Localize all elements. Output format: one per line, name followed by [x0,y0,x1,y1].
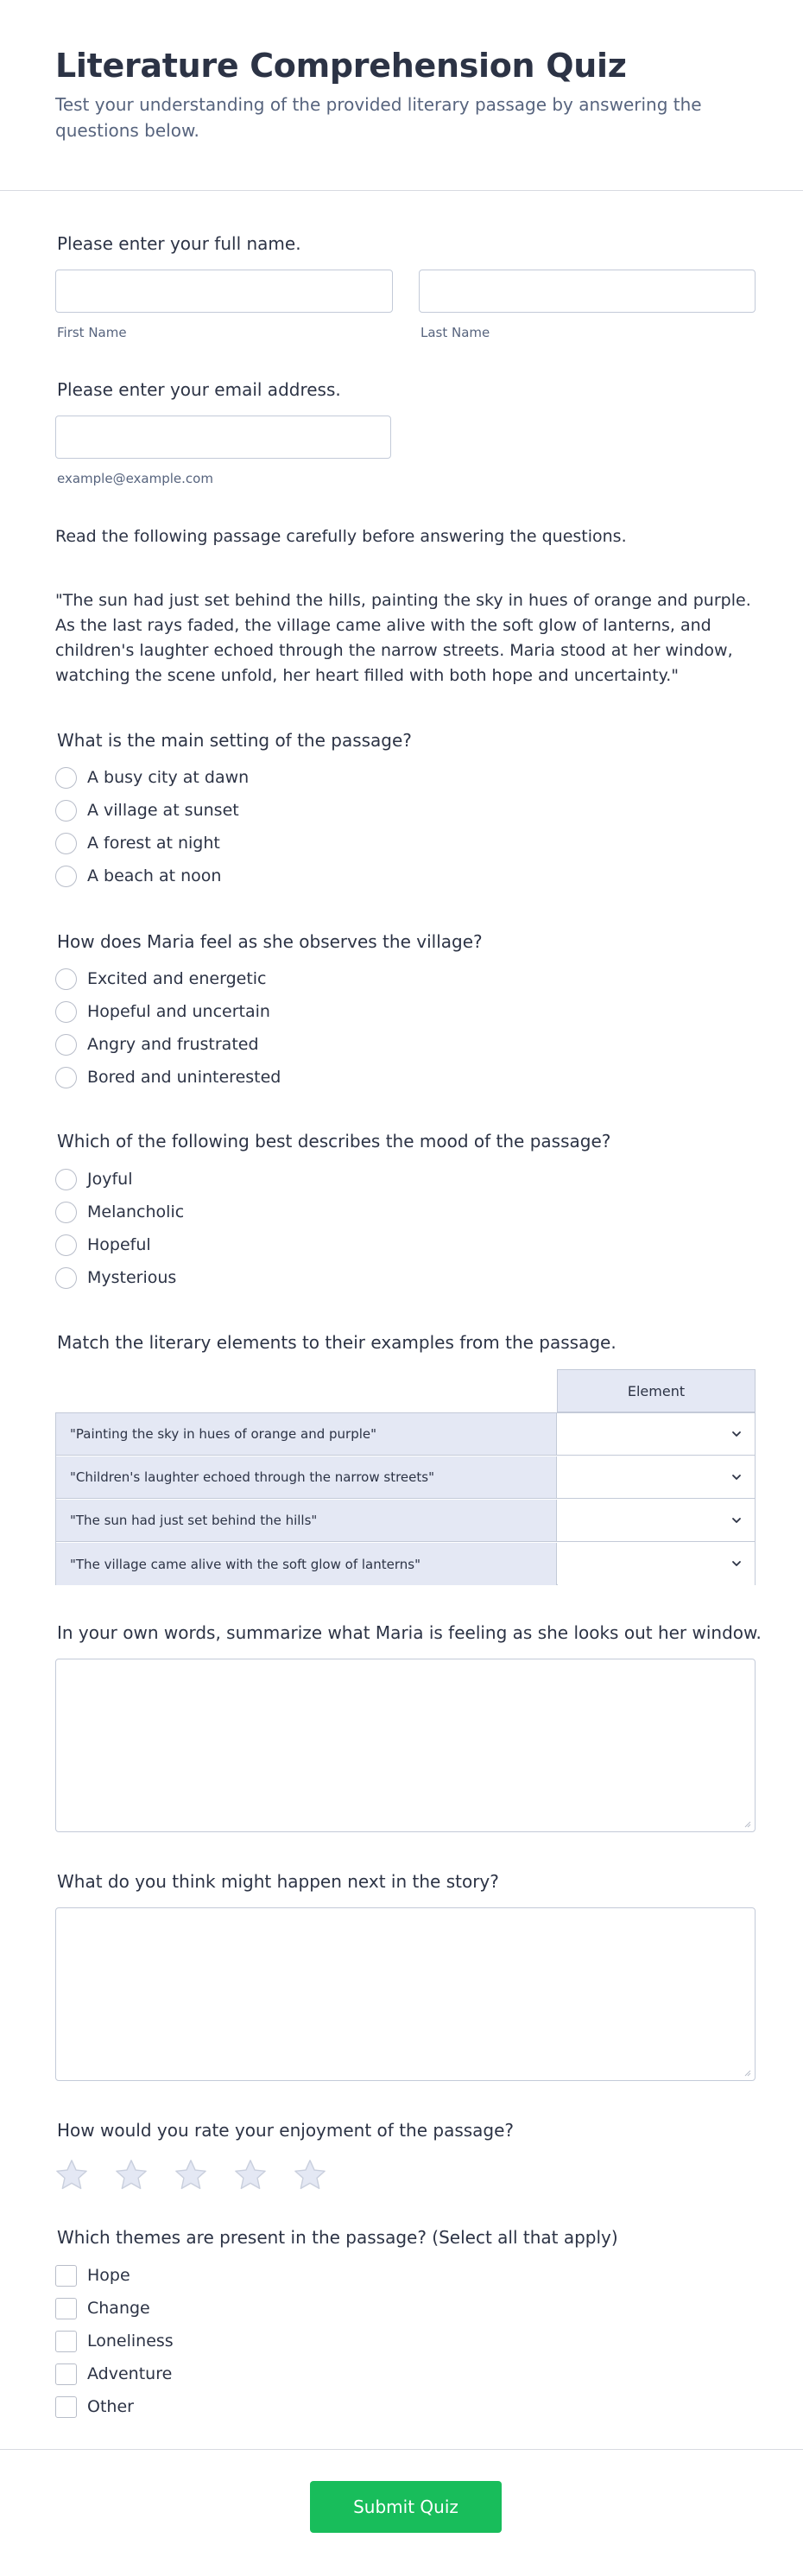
option-label: Hopeful [87,1235,151,1254]
star-icon[interactable] [232,2157,269,2193]
chevron-down-icon [730,1471,743,1483]
resize-grip-icon[interactable] [743,1819,751,1828]
chevron-down-icon [730,1514,743,1526]
radio-button[interactable] [55,1067,77,1088]
name-label: Please enter your full name. [57,233,301,254]
radio-button[interactable] [55,968,77,990]
checkbox[interactable] [55,2298,77,2319]
q5-label: In your own words, summarize what Maria is feeling as she looks out her window. [57,1622,762,1643]
q8-label: Which themes are present in the passage? (Select all that apply) [57,2227,618,2248]
form-header [0,0,803,191]
q1-label: What is the main setting of the passage? [57,730,412,751]
q2-option[interactable] [55,1031,259,1057]
radio-button[interactable] [55,1202,77,1223]
option-label: Loneliness [87,2332,174,2351]
matrix-dropdown[interactable] [558,1500,755,1541]
radio-button[interactable] [55,800,77,822]
radio-button[interactable] [55,833,77,854]
last-name-sublabel: Last Name [420,325,490,340]
option-label: Other [87,2397,134,2416]
q6-label: What do you think might happen next in the story? [57,1871,499,1892]
radio-button[interactable] [55,1234,77,1256]
checkbox[interactable] [55,2363,77,2385]
email-sublabel: example@example.com [57,471,213,486]
passage-text: "The sun had just set behind the hills, painting the sky in hues of orange and purple. As the last rays faded, the village came alive with the soft glow of lanterns, and children's laughter echoed through the narrow streets. Maria stood at her window, watching the scene unfold, her heart filled with both hope and uncertainty." [55,591,751,685]
matrix-table [55,1412,756,1585]
radio-button[interactable] [55,767,77,789]
radio-button[interactable] [55,866,77,887]
q1-option[interactable] [55,765,249,790]
first-name-sublabel: First Name [57,325,127,340]
matrix-column-header: Element [557,1369,756,1412]
option-label: A village at sunset [87,801,239,820]
q4-label: Match the literary elements to their examples from the passage. [57,1332,616,1353]
first-name-input[interactable] [55,270,393,313]
email-input[interactable] [55,416,391,459]
option-label: A forest at night [87,834,220,853]
radio-button[interactable] [55,1001,77,1023]
radio-button[interactable] [55,1267,77,1289]
submit-button[interactable]: Submit Quiz [310,2481,502,2533]
q1-option[interactable] [55,830,220,856]
star-icon[interactable] [54,2157,90,2193]
q2-option[interactable] [55,966,267,992]
q3-option[interactable] [55,1265,176,1291]
option-label: Excited and energetic [87,969,267,988]
radio-button[interactable] [55,1034,77,1056]
resize-grip-icon[interactable] [743,2068,751,2077]
chevron-down-icon [730,1428,743,1440]
matrix-row [56,1413,755,1456]
option-label: Hope [87,2266,130,2285]
star-icon[interactable] [173,2157,209,2193]
matrix-dropdown[interactable] [558,1543,755,1585]
q8-option[interactable] [55,2394,134,2420]
star-icon[interactable] [113,2157,149,2193]
option-label: Bored and uninterested [87,1068,281,1087]
matrix-row [56,1456,755,1499]
email-label: Please enter your email address. [57,379,341,400]
matrix-row-label: "The sun had just set behind the hills" [56,1500,557,1541]
q2-option[interactable] [55,999,270,1025]
radio-button[interactable] [55,1169,77,1190]
prediction-textarea[interactable] [55,1907,756,2081]
option-label: Adventure [87,2364,173,2383]
q1-option[interactable] [55,863,221,889]
q2-label: How does Maria feel as she observes the village? [57,931,483,952]
page-title: Literature Comprehension Quiz [55,47,627,85]
q8-option[interactable] [55,2328,174,2354]
option-label: Change [87,2299,150,2318]
last-name-input[interactable] [419,270,756,313]
instructions-text: Read the following passage carefully before answering the questions. [55,527,627,546]
q3-option[interactable] [55,1232,151,1258]
matrix-row [56,1543,755,1585]
checkbox[interactable] [55,2265,77,2287]
matrix-row-label: "The village came alive with the soft glow of lanterns" [56,1543,557,1585]
matrix-dropdown[interactable] [558,1413,755,1455]
option-label: A beach at noon [87,866,222,885]
q8-option[interactable] [55,2361,172,2387]
option-label: Mysterious [87,1268,177,1287]
option-label: Joyful [87,1170,133,1189]
option-label: A busy city at dawn [87,768,250,787]
matrix-row [56,1500,755,1542]
checkbox[interactable] [55,2331,77,2352]
option-label: Angry and frustrated [87,1035,259,1054]
q1-option[interactable] [55,797,239,823]
chevron-down-icon [730,1558,743,1570]
q3-option[interactable] [55,1166,132,1192]
q8-option[interactable] [55,2295,150,2321]
q3-option[interactable] [55,1199,184,1225]
summary-textarea[interactable] [55,1659,756,1832]
matrix-row-label: "Children's laughter echoed through the narrow streets" [56,1456,557,1498]
q7-label: How would you rate your enjoyment of the passage? [57,2120,515,2141]
q8-option[interactable] [55,2262,130,2288]
star-icon[interactable] [292,2157,328,2193]
q2-option[interactable] [55,1064,281,1090]
page-description: Test your understanding of the provided literary passage by answering the questions below. [55,94,702,141]
matrix-row-label: "Painting the sky in hues of orange and purple" [56,1413,557,1455]
checkbox[interactable] [55,2396,77,2418]
option-label: Hopeful and uncertain [87,1002,270,1021]
matrix-dropdown[interactable] [558,1456,755,1498]
q3-label: Which of the following best describes the mood of the passage? [57,1131,611,1152]
option-label: Melancholic [87,1202,185,1221]
